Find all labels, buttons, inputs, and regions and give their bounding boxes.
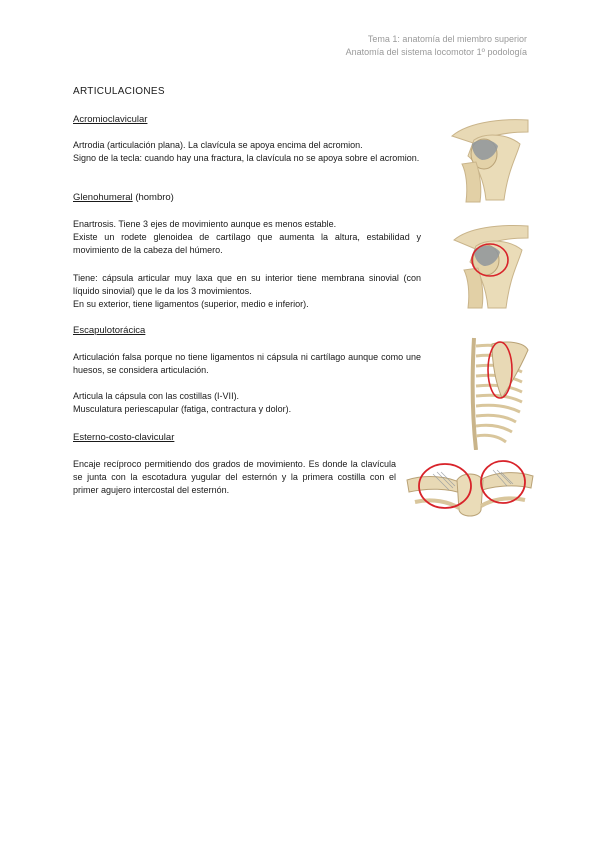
section-body-acromioclavicular: Artrodia (articulación plana). La clavícula se apoya encima del acromion. Signo de la tecla: cuando hay una fractura, la clavícula no se apoya sobre el acromion. bbox=[73, 140, 420, 163]
header-subject: Anatomía del sistema locomotor 1º podología bbox=[345, 47, 527, 57]
section-title-esternocostoclavicular: Esterno-costo-clavicular bbox=[73, 432, 175, 443]
figure-scapulothoracic-ribcage bbox=[466, 334, 530, 452]
section-title-glenohumeral: Glenohumeral (hombro) bbox=[73, 192, 174, 203]
section-body-escapulotoracica-1: Articulación falsa porque no tiene ligamentos ni cápsula ni cartílago aunque como une huesos, se considera articulación. bbox=[73, 352, 421, 375]
figure-acromioclavicular-shoulder bbox=[446, 110, 530, 204]
section-body-glenohumeral-2: Tiene: cápsula articular muy laxa que en su interior tiene membrana sinovial (con líquido sinovial) que le da los 3 movimientos. En su exterior, tiene ligamentos (superior, medio e inferior). bbox=[73, 273, 421, 309]
document-title: ARTICULACIONES bbox=[73, 86, 165, 97]
page-header bbox=[346, 33, 527, 59]
section-body-glenohumeral-1: Enartrosis. Tiene 3 ejes de movimiento aunque es menos estable. Existe un rodete glenoidea de cartílago que aumenta la altura, estabilidad y movimiento de la cabeza del húmero. bbox=[73, 219, 421, 255]
figure-glenohumeral-shoulder bbox=[446, 218, 530, 310]
section-title-acromioclavicular: Acromioclavicular bbox=[73, 114, 148, 125]
figure-sternocostoclavicular bbox=[405, 450, 535, 522]
header-course-topic: Tema 1: anatomía del miembro superior bbox=[367, 34, 527, 44]
section-title-escapulotoracica: Escapulotorácica bbox=[73, 325, 146, 336]
section-body-escapulotoracica-2: Articula la cápsula con las costillas (I-VII). Musculatura periescapular (fatiga, contractura y dolor). bbox=[73, 391, 292, 414]
section-body-esternocostoclavicular: Encaje recíproco permitiendo dos grados de movimiento. Es donde la clavícula se junta con la escotadura yugular del esternón y la primera costilla con el primer agujero intercostal del esternón. bbox=[73, 459, 396, 495]
